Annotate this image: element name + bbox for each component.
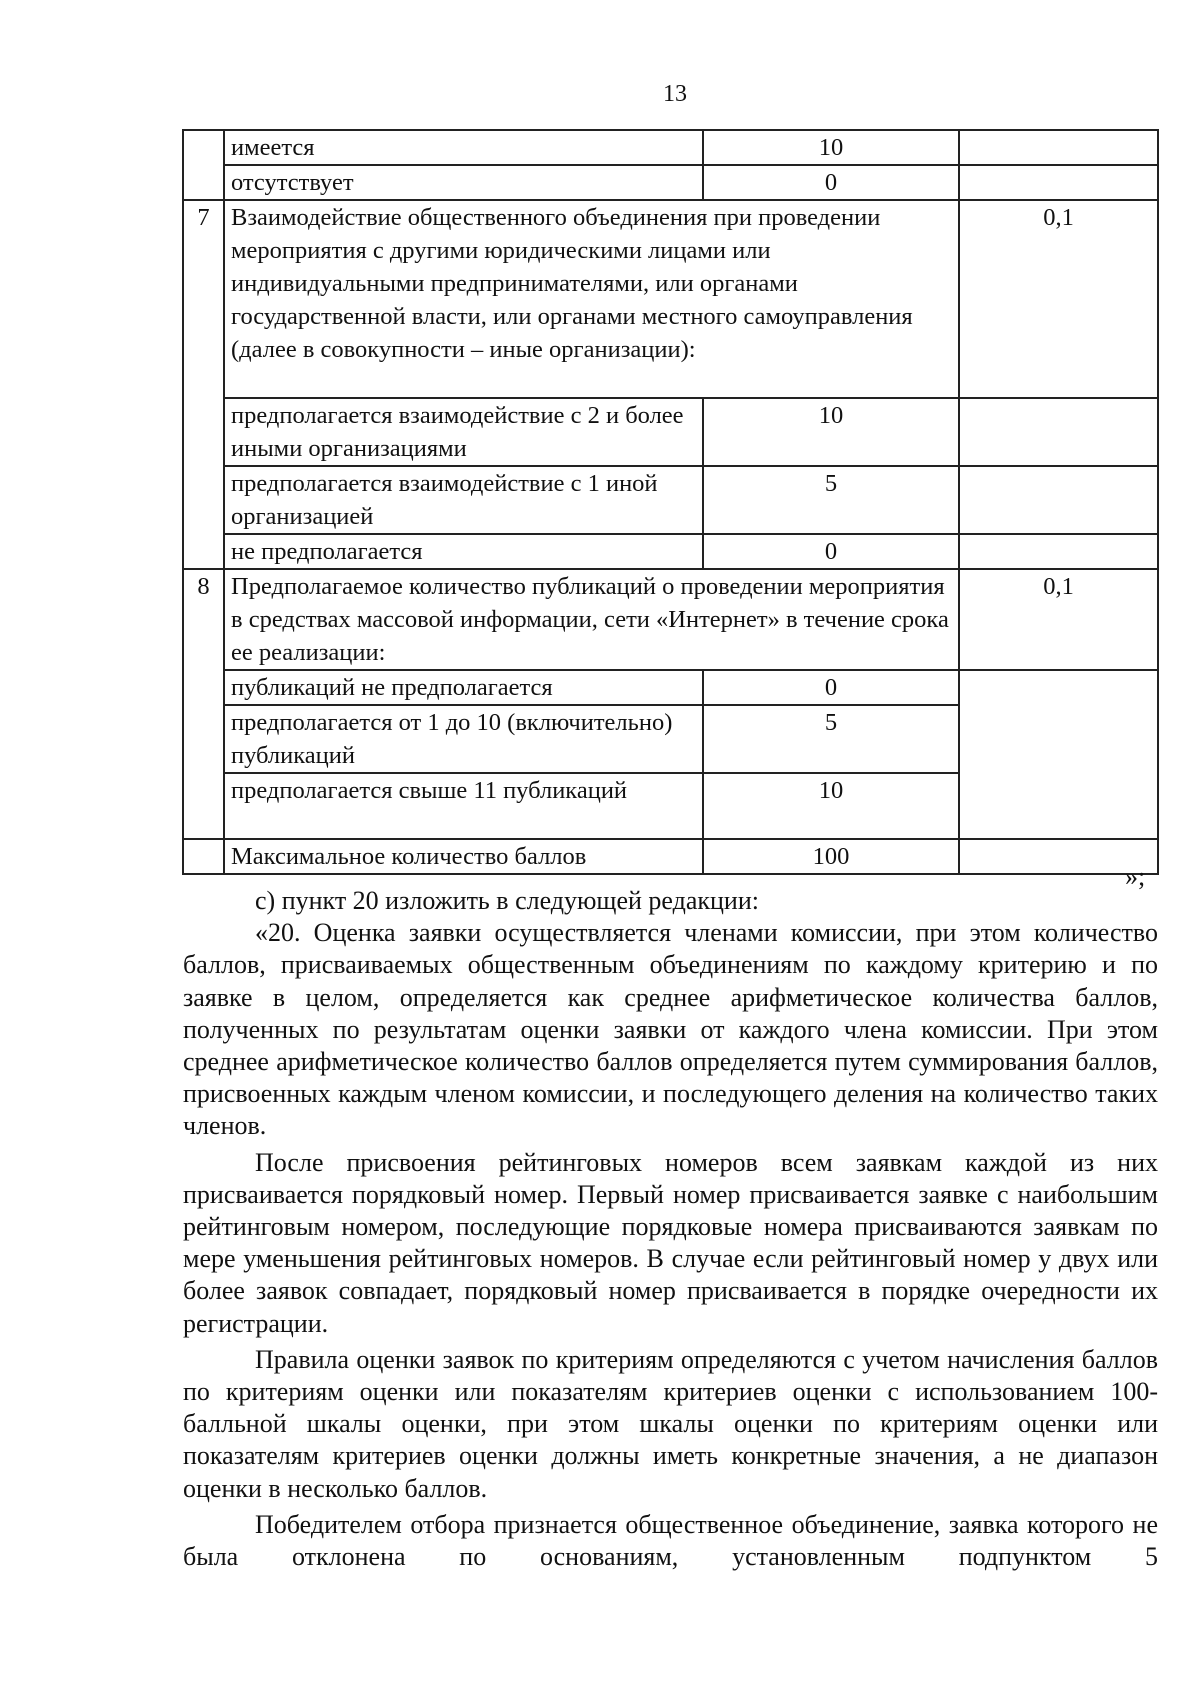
paragraph: После присвоения рейтинговых номеров всем заявкам каждой из них присваивается порядковый номер. Первый номер присваивается заявке с наибольшим рейтинговым номером, последующие порядковые номера присваиваются заявкам по мере уменьшения рейтинговых номеров. В случае если рейтинговый номер у двух или более заявок совпадает, порядковый номер присваивается в порядке очередности их регистрации. [183,1147,1158,1338]
option-text: предполагается свыше 11 публикаций [224,773,703,839]
option-text: имеется [224,130,703,165]
table-row [183,839,1158,874]
option-score: 0 [703,670,959,705]
table-row [183,569,1158,670]
option-score: 10 [703,130,959,165]
empty-weight-cell [959,670,1158,839]
criterion-number: 8 [183,569,224,839]
criterion-weight: 0,1 [959,200,1158,398]
option-score: 5 [703,705,959,773]
total-label: Максимальное количество баллов [224,839,703,874]
criterion-number: 7 [183,200,224,569]
criterion-number [183,839,224,874]
criterion-weight [959,398,1158,466]
option-score: 0 [703,534,959,569]
criterion-text: Предполагаемое количество публикаций о проведении мероприятия в средствах массовой информации, сети «Интернет» в течение срока ее реализации: [224,569,959,670]
option-text: отсутствует [224,165,703,200]
option-text: не предполагается [224,534,703,569]
option-score: 5 [703,466,959,534]
criterion-weight [959,130,1158,165]
option-text: предполагается взаимодействие с 2 и более иными организациями [224,398,703,466]
paragraph: с) пункт 20 изложить в следующей редакции: [255,886,759,915]
option-text: публикаций не предполагается [224,670,703,705]
criterion-text: Взаимодействие общественного объединения при проведении мероприятия с другими юридическими лицами или индивидуальными предпринимателями, или органами государственной власти, или органами местного самоуправления (далее в совокупности – иные организации): [224,200,959,398]
criterion-number [183,130,224,200]
total-score: 100 [703,839,959,874]
paragraph: «20. Оценка заявки осуществляется членами комиссии, при этом количество баллов, присваиваемых общественным объединениям по каждому критерию и по заявке в целом, определяется как среднее арифметическое количества баллов, полученных по результатам оценки заявки от каждого члена комиссии. При этом среднее арифметическое количество баллов определяется путем суммирования баллов, присвоенных каждым членом комиссии, и последующего деления на количество таких членов. [183,918,1158,1141]
page-number: 13 [663,81,687,107]
paragraph: Победителем отбора признается общественное объединение, заявка которого не была отклонена по основаниям, установленным подпунктом 5 [183,1509,1158,1572]
criterion-weight [959,165,1158,200]
criterion-weight: 0,1 [959,569,1158,670]
table-row [183,670,1158,705]
table-row [183,130,1158,165]
option-text: предполагается от 1 до 10 (включительно) публикаций [224,705,703,773]
criteria-table [182,129,1159,875]
table-row [183,398,1158,466]
option-score: 10 [703,398,959,466]
table-row [183,466,1158,534]
option-score: 0 [703,165,959,200]
paragraph: Правила оценки заявок по критериям определяются с учетом начисления баллов по критериям оценки или показателям критериев оценки с использованием 100-балльной шкалы оценки, при этом шкалы оценки по критериям оценки или показателям критериев оценки должны иметь конкретные значения, а не диапазон оценки в несколько баллов. [183,1344,1158,1503]
criterion-weight [959,466,1158,534]
table-row [183,534,1158,569]
table-row [183,200,1158,398]
option-text: предполагается взаимодействие с 1 иной организацией [224,466,703,534]
criterion-weight [959,534,1158,569]
closing-quote: »; [1125,862,1146,891]
table-row [183,165,1158,200]
option-score: 10 [703,773,959,839]
body-text [183,885,1158,1573]
